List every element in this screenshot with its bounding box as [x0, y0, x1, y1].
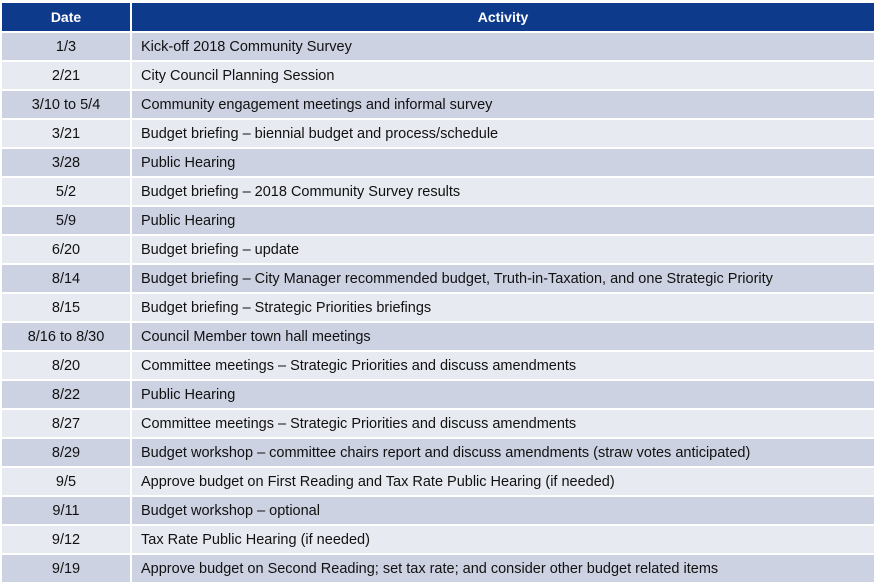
table-row [2, 32, 874, 61]
row-date: 2/21 [2, 61, 131, 90]
row-activity: Budget workshop – optional [131, 496, 874, 525]
row-activity: Council Member town hall meetings [131, 322, 874, 351]
row-date: 8/16 to 8/30 [2, 322, 131, 351]
row-activity: Public Hearing [131, 148, 874, 177]
table-row [2, 177, 874, 206]
row-activity: Kick-off 2018 Community Survey [131, 32, 874, 61]
row-activity: City Council Planning Session [131, 61, 874, 90]
row-date: 6/20 [2, 235, 131, 264]
row-date: 8/20 [2, 351, 131, 380]
table-row [2, 90, 874, 119]
row-activity: Approve budget on Second Reading; set tax rate; and consider other budget related items [131, 554, 874, 583]
table-row [2, 235, 874, 264]
row-activity: Budget briefing – update [131, 235, 874, 264]
row-date: 8/15 [2, 293, 131, 322]
row-date: 5/9 [2, 206, 131, 235]
row-date: 9/11 [2, 496, 131, 525]
table-row [2, 496, 874, 525]
row-activity: Committee meetings – Strategic Priorities and discuss amendments [131, 351, 874, 380]
row-activity: Committee meetings – Strategic Priorities and discuss amendments [131, 409, 874, 438]
table-row [2, 264, 874, 293]
row-activity: Approve budget on First Reading and Tax Rate Public Hearing (if needed) [131, 467, 874, 496]
row-activity: Budget workshop – committee chairs report and discuss amendments (straw votes anticipated) [131, 438, 874, 467]
row-activity: Public Hearing [131, 380, 874, 409]
row-date: 8/29 [2, 438, 131, 467]
row-activity: Budget briefing – Strategic Priorities briefings [131, 293, 874, 322]
row-date: 9/12 [2, 525, 131, 554]
row-activity: Budget briefing – biennial budget and process/schedule [131, 119, 874, 148]
table-body [2, 32, 874, 583]
row-activity: Community engagement meetings and informal survey [131, 90, 874, 119]
table-row [2, 409, 874, 438]
schedule-table-container [2, 3, 874, 584]
row-date: 8/27 [2, 409, 131, 438]
row-date: 8/22 [2, 380, 131, 409]
row-date: 3/21 [2, 119, 131, 148]
table-row [2, 206, 874, 235]
row-activity: Public Hearing [131, 206, 874, 235]
table-header-row [2, 3, 874, 32]
table-row [2, 351, 874, 380]
table-row [2, 148, 874, 177]
row-activity: Budget briefing – City Manager recommended budget, Truth-in-Taxation, and one Strategic Priority [131, 264, 874, 293]
row-date: 3/10 to 5/4 [2, 90, 131, 119]
table-row [2, 525, 874, 554]
budget-schedule-table [2, 3, 874, 584]
table-row [2, 61, 874, 90]
row-date: 5/2 [2, 177, 131, 206]
row-date: 1/3 [2, 32, 131, 61]
row-activity: Budget briefing – 2018 Community Survey results [131, 177, 874, 206]
table-row [2, 119, 874, 148]
activity-column-header: Activity [131, 3, 874, 32]
table-row [2, 438, 874, 467]
row-date: 8/14 [2, 264, 131, 293]
table-row [2, 293, 874, 322]
table-row [2, 467, 874, 496]
table-row [2, 380, 874, 409]
date-column-header: Date [2, 3, 131, 32]
row-date: 9/5 [2, 467, 131, 496]
row-date: 3/28 [2, 148, 131, 177]
row-date: 9/19 [2, 554, 131, 583]
table-row [2, 554, 874, 583]
table-row [2, 322, 874, 351]
row-activity: Tax Rate Public Hearing (if needed) [131, 525, 874, 554]
